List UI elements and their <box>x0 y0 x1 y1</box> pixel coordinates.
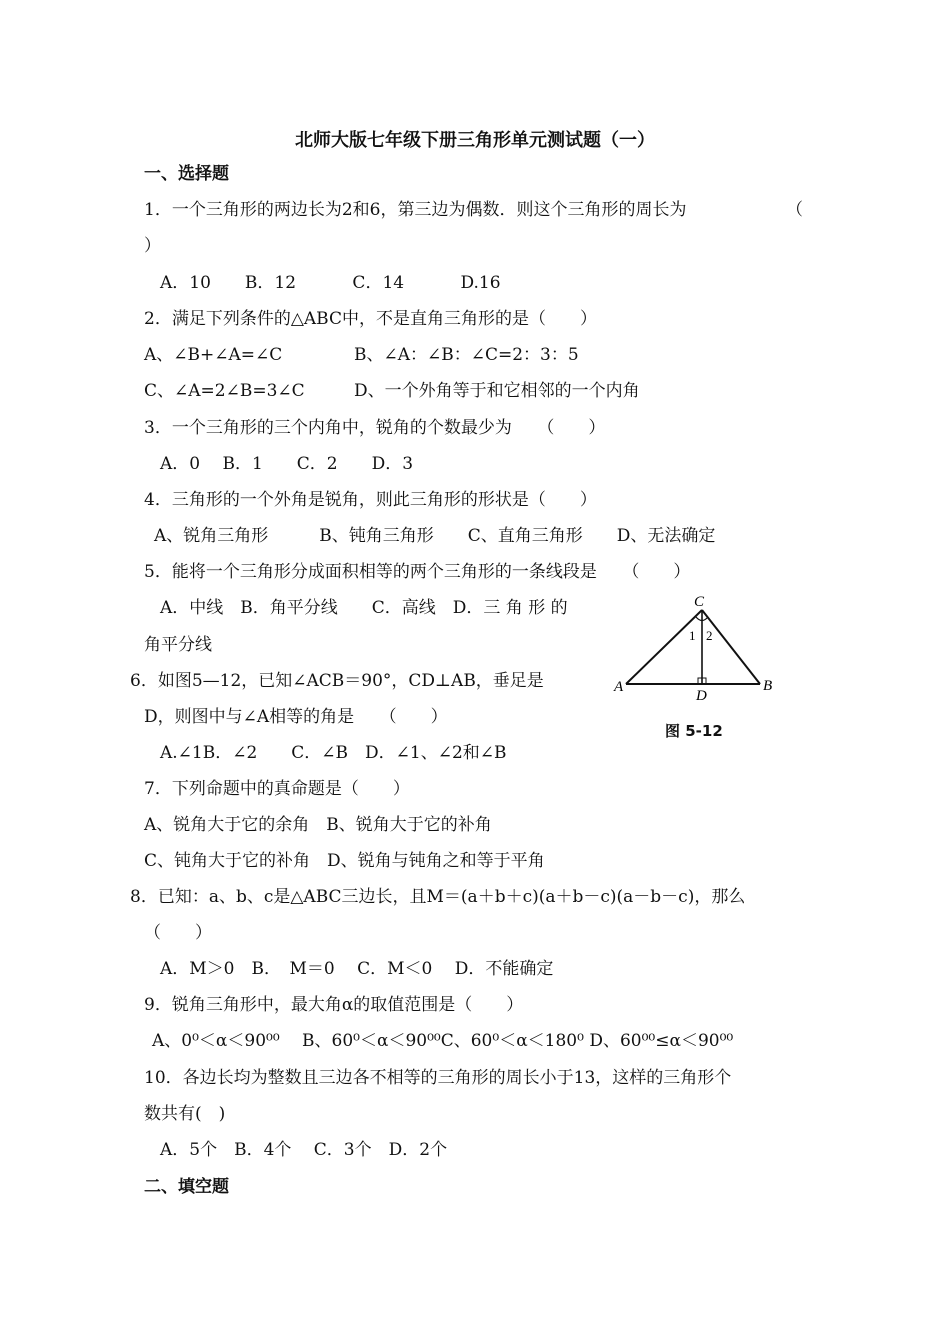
q2-option-a: A、∠B+∠A=∠C <box>144 345 283 365</box>
section-heading-fill: 二、填空题 <box>144 1177 229 1197</box>
q2-text: 2．满足下列条件的△ABC中，不是直角三角形的是（ ） <box>144 309 597 329</box>
q7-options-cd: C、钝角大于它的补角 D、锐角与钝角之和等于平角 <box>144 851 545 871</box>
q1-paren-open: （ <box>786 200 803 220</box>
q6-text: 6．如图5—12，已知∠ACB＝90°，CD⊥AB，垂足是 <box>130 671 544 691</box>
label-angle-1: 1 <box>689 628 696 643</box>
side-cb <box>702 610 760 684</box>
q8-options: A．M＞0 B． M＝0 C．M＜0 D．不能确定 <box>160 959 554 979</box>
q5-options: A．中线 B．角平分线 C．高线 D．三 角 形 的 <box>160 598 568 618</box>
q2-option-b: B、∠A：∠B：∠C=2：3：5 <box>354 345 579 365</box>
label-a: A <box>614 679 624 695</box>
q10-options: A．5个 B．4个 C．3个 D．2个 <box>160 1140 448 1160</box>
q3-text: 3．一个三角形的三个内角中，锐角的个数最少为 （ ） <box>144 418 606 438</box>
q2-option-d: D、一个外角等于和它相邻的一个内角 <box>354 381 640 401</box>
q1-paren-close: ） <box>144 236 161 256</box>
q9-text: 9．锐角三角形中，最大角α的取值范围是（ ） <box>144 995 524 1015</box>
q3-options: A．0 B．1 C．2 D．3 <box>160 454 414 474</box>
q7-options-ab: A、锐角大于它的余角 B、锐角大于它的补角 <box>144 815 492 835</box>
q10-text-cont: 数共有( ) <box>144 1104 226 1124</box>
figure-caption: 图 5-12 <box>665 722 723 740</box>
side-ac <box>626 610 702 684</box>
label-angle-2: 2 <box>706 628 713 643</box>
q7-text: 7．下列命题中的真命题是（ ） <box>144 779 410 799</box>
section-heading-choice: 一、选择题 <box>144 164 229 184</box>
label-c: C <box>694 596 705 610</box>
q1-options: A．10 B．12 C．14 D.16 <box>160 273 501 293</box>
q4-options: A、锐角三角形 B、钝角三角形 C、直角三角形 D、无法确定 <box>154 526 716 546</box>
q6-text-cont: D，则图中与∠A相等的角是 （ ） <box>144 707 448 727</box>
q6-options: A.∠1B．∠2 C．∠B D．∠1、∠2和∠B <box>160 743 507 763</box>
q10-text: 10．各边长均为整数且三边各不相等的三角形的周长小于13，这样的三角形个 <box>144 1068 732 1088</box>
page-title: 北师大版七年级下册三角形单元测试题（一） <box>295 130 655 151</box>
q8-text: 8．已知：a、b、c是△ABC三边长，且M＝(a＋b＋c)(a＋b－c)(a－b－c)，那么 <box>130 887 746 907</box>
q9-options: A、0⁰＜α＜90⁰⁰ B、60⁰＜α＜90⁰⁰C、60⁰＜α＜180⁰ D、60⁰⁰≤α＜90⁰⁰ <box>152 1031 734 1051</box>
q8-text-cont: （ ） <box>144 923 212 943</box>
q2-option-c: C、∠A=2∠B=3∠C <box>144 381 305 401</box>
q4-text: 4．三角形的一个外角是锐角，则此三角形的形状是（ ） <box>144 490 597 510</box>
q5-text: 5．能将一个三角形分成面积相等的两个三角形的一条线段是 （ ） <box>144 562 691 582</box>
q1-text: 1．一个三角形的两边长为2和6，第三边为偶数．则这个三角形的周长为 <box>144 200 687 220</box>
label-d: D <box>696 688 707 704</box>
label-b: B <box>763 678 773 694</box>
q5-options-cont: 角平分线 <box>144 635 212 655</box>
